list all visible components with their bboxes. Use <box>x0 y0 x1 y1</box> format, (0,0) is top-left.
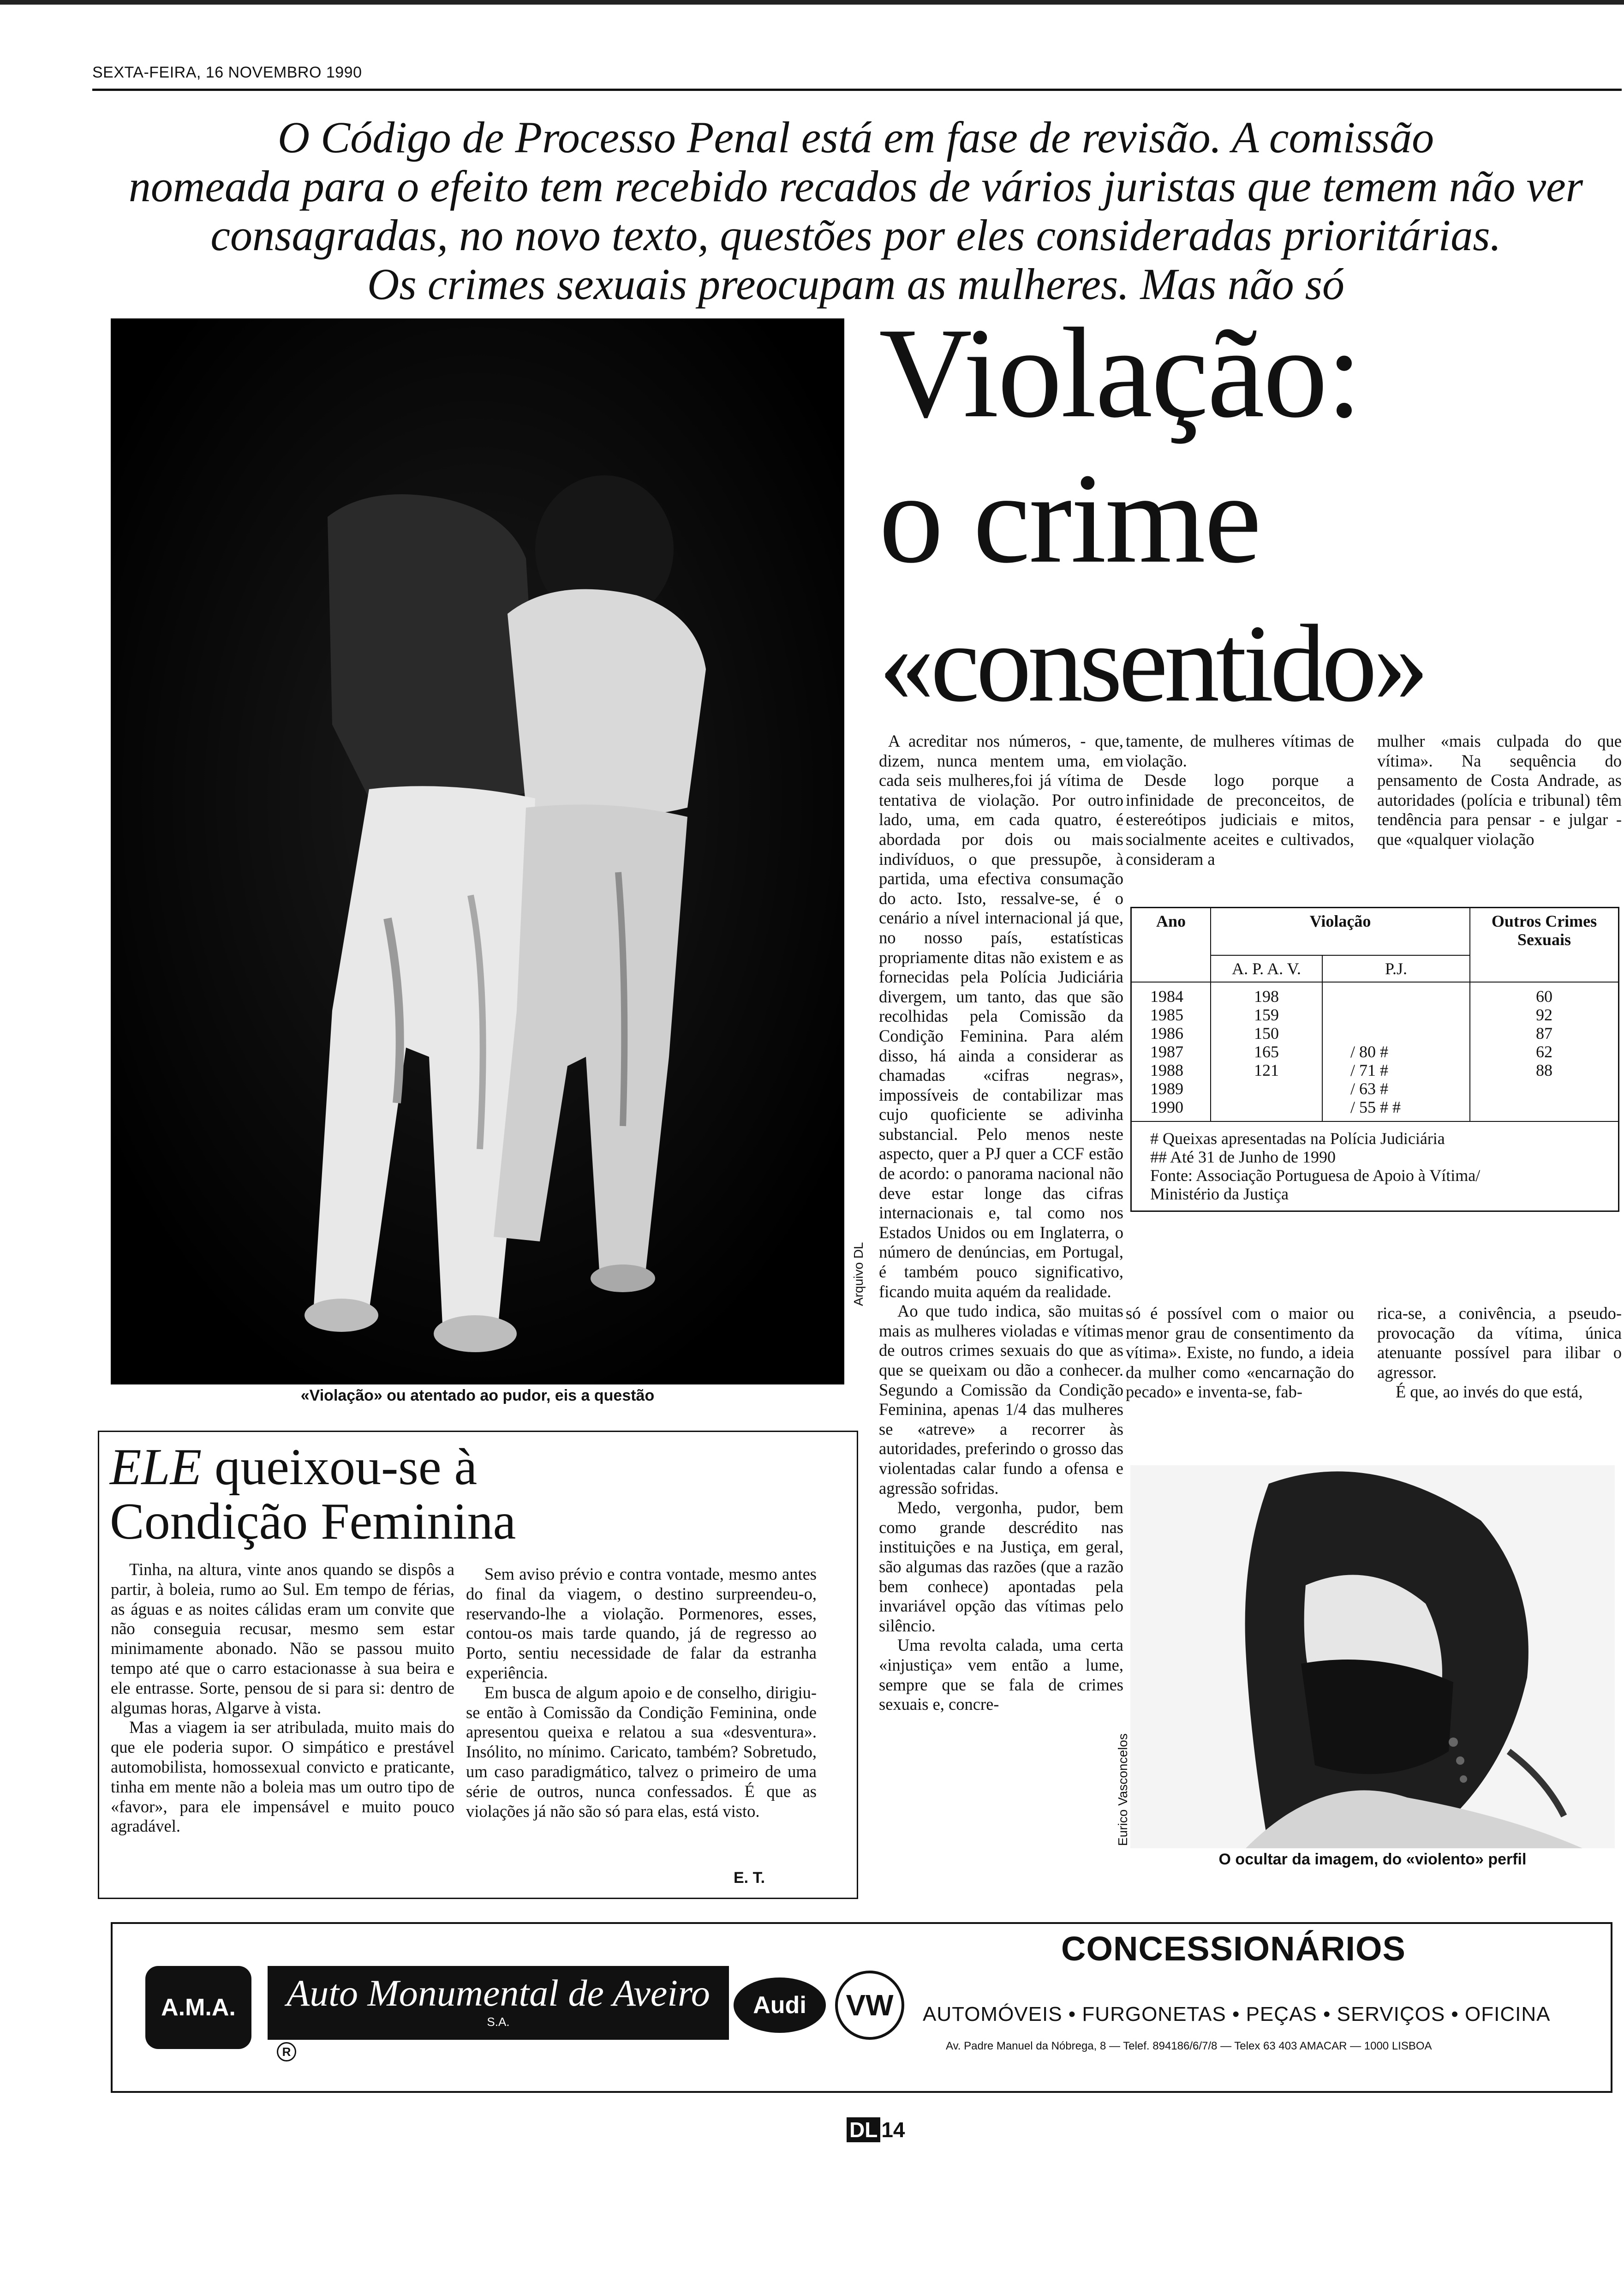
newspaper-logo: DL <box>847 2117 880 2142</box>
article-paragraph: só é possível com o maior ou menor grau de consentimento da vítima». Existe, no fundo, a ideia da mulher como «encarnação do pecado» e inventa-se, fab- <box>1126 1304 1354 1402</box>
ad-address: Av. Padre Manuel da Nóbrega, 8 — Telef. 894186/6/7/8 — Telex 63 403 AMACAR — 1000 LISBOA <box>946 2040 1432 2052</box>
secondary-photo <box>1130 1465 1615 1848</box>
photo-caption: «Violação» ou atentado ao pudor, eis a questão <box>300 1387 655 1404</box>
article-column-1 <box>879 731 1123 1714</box>
table-header-year: Ano <box>1131 908 1211 983</box>
dateline: SEXTA-FEIRA, 16 NOVEMBRO 1990 <box>92 64 362 81</box>
sidebar-paragraph: Tinha, na altura, vinte anos quando se dispôs a partir, à boleia, rumo ao Sul. Em tempo de férias, as águas e as noites cálidas eram um convite que não conseguia recusar, mesmo sem estar minimamente abonado. Não se passou muito tempo até que o carro estacionasse à sua beira e ele entrasse. Sorte, pensou de si para si: dentro de algumas horas, Algarve à vista. <box>111 1560 454 1717</box>
table-note: ## Até 31 de Junho de 1990 <box>1150 1148 1336 1166</box>
headline-line: Violação: <box>879 301 1361 444</box>
article-paragraph: Desde logo porque a infinidade de preconceitos, de estereótipos judiciais e mitos, socialmente aceites e cultivados, consideram a <box>1126 771 1354 869</box>
article-paragraph: A acreditar nos números, - que, dizem, nunca mentem uma, em cada seis mulheres,foi já vítima de tentativa de violação. Por outro lado, uma, em cada quatro, é abordada por dois ou mais indivíduos, o que pressupõe, à partida, uma efectiva consumação do acto. Isto, ressalve-se, é o cenário a nível internacional já que, no nosso país, estatísticas propriamente ditas não existem e as fornecidas pela Polícia Judiciária divergem, um tanto, das que são recolhidas pela Comissão da Condição Feminina. Para além disso, há ainda a considerar as chamadas «cifras negras», impossíveis de contabilizar mas cujo quoficiente se adivinha substancial. Pelo menos neste aspecto, quer a PJ quer a CCF estão de acordo: o panorama nacional não deve estar longe das cifras internacionais e, tal como nos Estados Unidos ou em Inglaterra, o número de denúncias, em Portugal, é também pouco significativo, ficando muita aquém da realidade. <box>879 731 1123 1301</box>
table-header-pj: P.J. <box>1322 955 1470 982</box>
article-paragraph: mulher «mais culpada do que vítima». Na sequência do pensamento de Costa Andrade, as autoridades (polícia e tribunal) têm tendência para pensar - e julgar - que «qualquer violação <box>1377 731 1622 849</box>
sidebar-title <box>110 1440 516 1549</box>
page-number <box>847 2117 905 2142</box>
header-rule <box>92 89 1622 91</box>
table-header-other-crimes: Outros Crimes Sexuais <box>1470 908 1619 983</box>
table-source: Ministério da Justiça <box>1150 1185 1289 1203</box>
article-column-3 <box>1377 731 1622 850</box>
vw-logo: VW <box>835 1971 904 2040</box>
table-apav-values: 198 159 150 165 121 <box>1211 982 1322 1121</box>
sidebar-column-2 <box>466 1564 817 1821</box>
dealer-suffix: S.A. <box>487 2015 510 2029</box>
sidebar-column-1 <box>111 1560 454 1836</box>
author-signature: E. T. <box>734 1869 765 1887</box>
photo-caption: O ocultar da imagem, do «violento» perfil <box>1218 1851 1527 1868</box>
photo-credit: Arquivo DL <box>851 1242 866 1306</box>
ad-services: AUTOMÓVEIS • FURGONETAS • PEÇAS • SERVIÇOS • OFICINA <box>923 2003 1551 2025</box>
ama-logo: A.M.A. <box>145 1966 251 2049</box>
statistics-table <box>1130 907 1619 1212</box>
page-number-value: 14 <box>881 2118 905 2142</box>
sidebar-title-line <box>110 1440 516 1494</box>
photo-portrait-illustration <box>1130 1465 1615 1848</box>
kicker-line: Os crimes sexuais preocupam as mulheres. Mas não só <box>367 259 1344 309</box>
kicker-line: O Código de Processo Penal está em fase de revisão. A comissão <box>277 113 1434 162</box>
headline <box>879 300 1594 736</box>
article-column-3-continued <box>1377 1304 1622 1402</box>
headline-line: o crime <box>879 446 1260 590</box>
kicker <box>111 113 1601 309</box>
ad-headline: CONCESSIONÁRIOS <box>1061 1929 1406 1968</box>
sidebar-paragraph: Mas a viagem ia ser atribulada, muito mais do que ele poderia supor. O simpático e prestável automobilista, homossexual convicto e praticante, tinha em mente não a boleia mas um outro tipo de «favor», para ele impensável e muito pouco agradável. <box>111 1718 454 1836</box>
sidebar-paragraph: Sem aviso prévio e contra vontade, mesmo antes do final da viagem, o destino surpreendeu-o, reservando-lhe a violação. Pormenores, esses, contou-os mais tarde quando, já de regresso ao Porto, sentiu necessidade de falar da estranha experiência. <box>466 1564 817 1682</box>
article-paragraph: Uma revolta calada, uma certa «injustiça» vem então a lume, sempre que se fala de crimes sexuais e, concre- <box>879 1636 1123 1714</box>
photo-credit: Eurico Vasconcelos <box>1116 1733 1130 1846</box>
main-photo <box>111 318 844 1384</box>
sidebar-title-rest: queixou-se à <box>202 1438 478 1496</box>
top-border <box>0 0 1624 5</box>
sidebar-paragraph: Em busca de algum apoio e de conselho, dirigiu-se então à Comissão da Condição Feminina, onde apresentou queixa e relatou a sua «desventura». Insólito, no mínimo. Caricato, também? Sobretudo, um caso paradigmático, talvez o primeiro de uma série de outros, nunca confessados. É que as violações já não são só para elas, está visto. <box>466 1683 817 1821</box>
article-paragraph: rica-se, a conivência, a pseudo-provocação da vítima, única atenuante possível para ilibar o agressor. <box>1377 1304 1622 1382</box>
dealer-brand-bar <box>268 1966 729 2040</box>
audi-logo: Audi <box>734 1977 826 2033</box>
headline-line: «consentido» <box>879 602 1425 725</box>
article-column-2 <box>1126 731 1354 869</box>
table-pj-values: / 80 # / 71 # / 63 # / 55 # # <box>1322 982 1470 1121</box>
registered-mark-icon: R <box>277 2042 296 2061</box>
table-other-values: 60 92 87 62 88 <box>1470 982 1619 1121</box>
table-source: Fonte: Associação Portuguesa de Apoio à Vítima/ <box>1150 1166 1481 1185</box>
article-paragraph: Medo, vergonha, pudor, bem como grande descrédito nas instituições e na Justiça, em geral, são algumas das razões (que a razão bem conhece) apontadas pela invariável opção das vítimas pelo silêncio. <box>879 1498 1123 1635</box>
sidebar-title-emphasis: ELE <box>110 1438 202 1496</box>
dealer-name: Auto Monumental de Aveiro <box>287 1972 710 2014</box>
photo-figures-illustration <box>111 318 844 1384</box>
table-header-apav: A. P. A. V. <box>1211 955 1322 982</box>
article-paragraph: Ao que tudo indica, são muitas mais as mulheres violadas e vítimas de outros crimes sexuais do que as que se queixam ou dão a conhecer. Segundo a Comissão da Condição Feminina, apenas 1/4 das mulheres se «atreve» a recorrer às autoridades, preferindo o grosso das violentadas calar fundo a ofensa e agressão sofridas. <box>879 1301 1123 1498</box>
table-notes <box>1131 1121 1619 1211</box>
table-note: # Queixas apresentadas na Polícia Judiciária <box>1150 1129 1445 1148</box>
article-column-2-continued <box>1126 1304 1354 1402</box>
kicker-line: nomeada para o efeito tem recebido recados de vários juristas que temem não ver <box>128 162 1583 211</box>
sidebar-title-line-2: Condição Feminina <box>110 1493 516 1550</box>
article-paragraph: É que, ao invés do que está, <box>1396 1382 1583 1402</box>
kicker-line: consagradas, no novo texto, questões por eles consideradas prioritárias. <box>210 210 1501 260</box>
article-paragraph: tamente, de mulheres vítimas de violação. <box>1126 731 1354 770</box>
table-header-violation: Violação <box>1211 908 1470 956</box>
table-years: 1984 1985 1986 1987 1988 1989 1990 <box>1131 982 1211 1121</box>
